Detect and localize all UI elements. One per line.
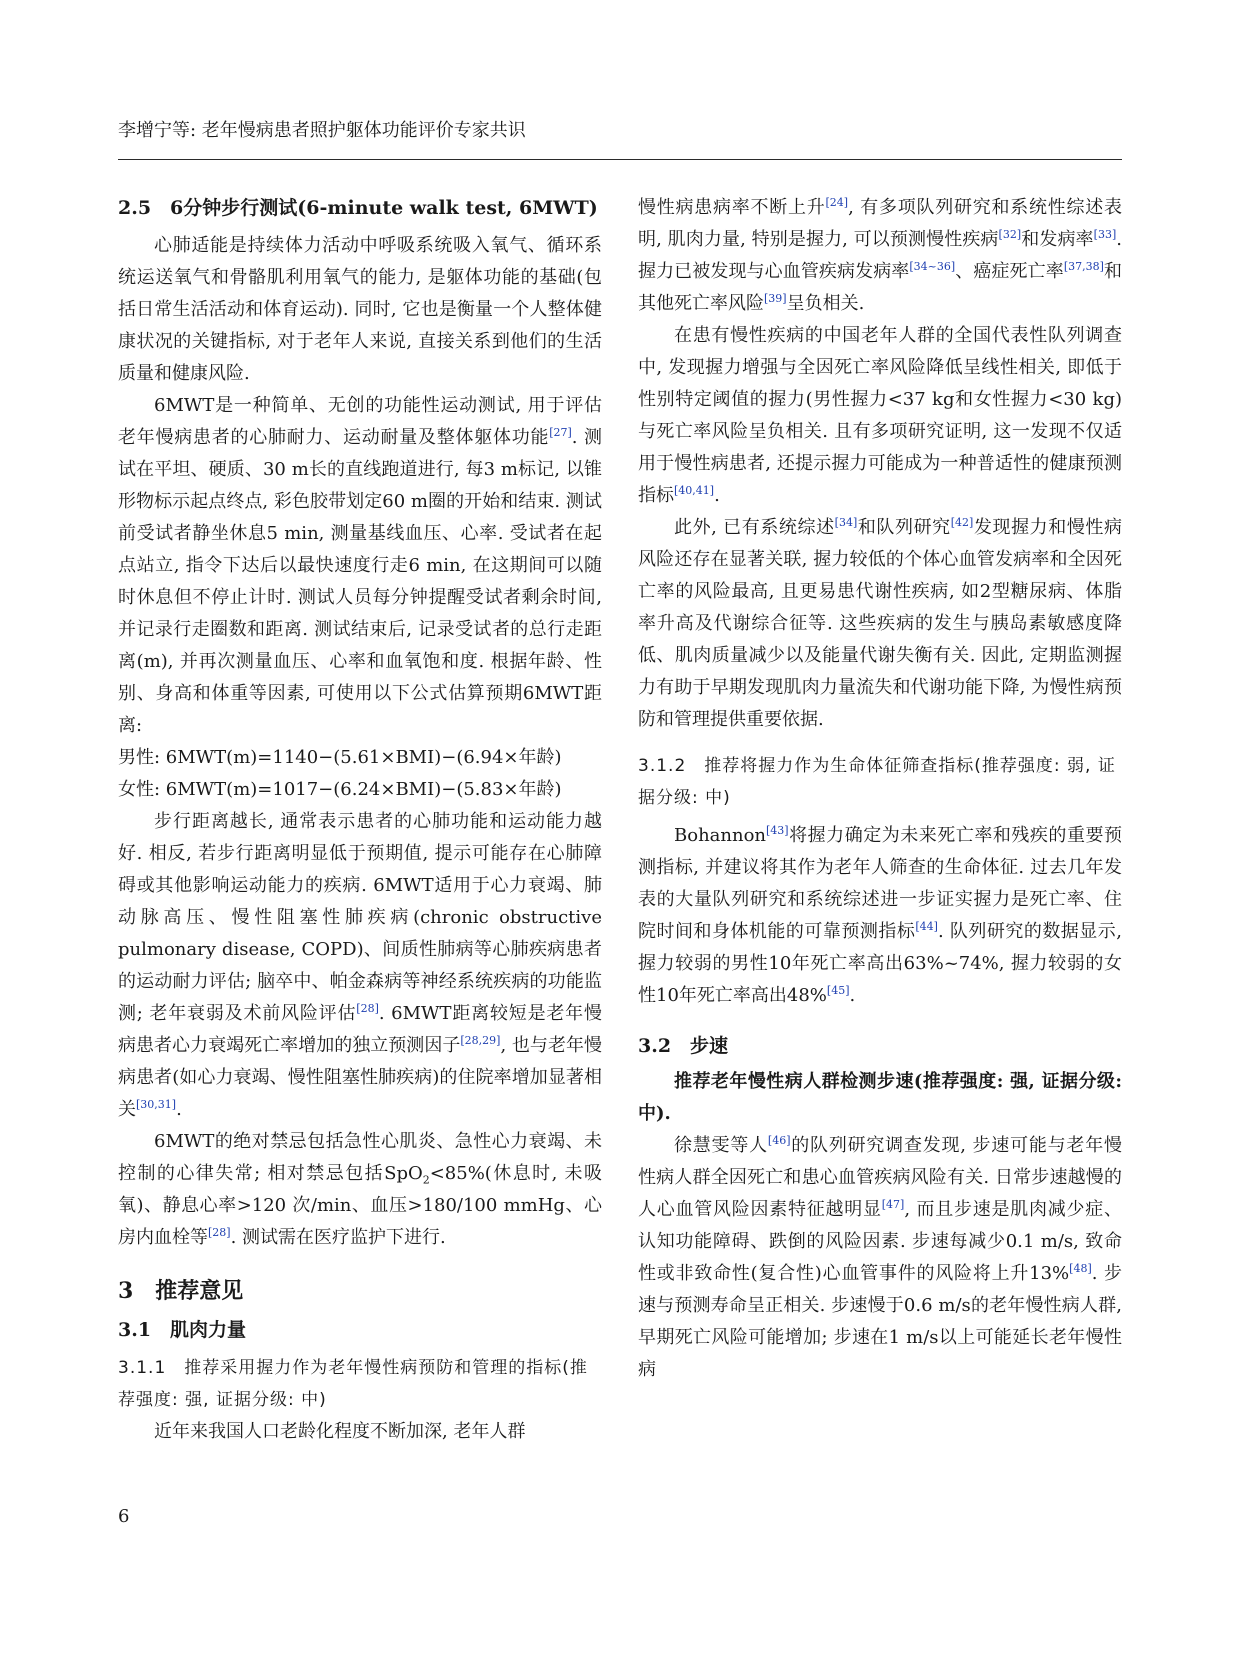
citation-link[interactable]: [28,29] <box>460 1034 501 1047</box>
section-heading-3-2: 3.2 步速 <box>638 1035 729 1057</box>
paragraph: 步行距离越长, 通常表示患者的心肺功能和运动能力越好. 相反, 若步行距离明显低于预期值, 提示可能存在心肺障碍或其他影响运动能力的疾病. 6MWT适用于心力衰竭、肺动脉高压、慢性阻塞性肺疾病(chronic obstructive pulmonary disease, COPD)、间质性肺病等心肺疾病患者的运动耐力评估; 脑卒中、帕金森病等神经系统疾病的功能监测; 老年衰弱及术前风险评估[28]. 6MWT距离较短是老年慢病患者心力衰竭死亡率增加的独立预测因子[28,29], 也与老年慢病患者(如心力衰竭、慢性阻塞性肺疾病)的住院率增加显著相关[30,31]. <box>118 811 602 1120</box>
citation-link[interactable]: [34] <box>834 516 858 529</box>
page-number: 6 <box>118 1506 130 1527</box>
citation-link[interactable]: [37,38] <box>1063 260 1104 273</box>
citation-link[interactable]: [34~36] <box>909 260 956 273</box>
paragraph: 近年来我国人口老龄化程度不断加深, 老年人群 <box>154 1421 526 1442</box>
subsection-heading-3-1-1: 3.1.1 推荐采用握力作为老年慢性病预防和管理的指标(推荐强度: 强, 证据分级: 中) <box>118 1358 588 1410</box>
citation-link[interactable]: [33] <box>1093 228 1117 241</box>
formula-female: 女性: 6MWT(m)=1017−(6.24×BMI)−(5.83×年龄) <box>118 779 562 800</box>
citation-link[interactable]: [27] <box>549 426 572 439</box>
left-column <box>118 192 602 1448</box>
citation-link[interactable]: [47] <box>881 1198 905 1211</box>
citation-link[interactable]: [30,31] <box>136 1098 177 1111</box>
spacer <box>638 736 1122 750</box>
citation-link[interactable]: [28] <box>356 1002 379 1015</box>
citation-link[interactable]: [28] <box>208 1226 231 1239</box>
section-heading-3-1: 3.1 肌肉力量 <box>118 1319 247 1341</box>
citation-link[interactable]: [45] <box>826 984 850 997</box>
paragraph: Bohannon[43]将握力确定为未来死亡率和残疾的重要预测指标, 并建议将其作为老年人筛查的生命体征. 过去几年发表的大量队列研究和系统综述进一步证实握力是死亡率、住院时间和身体机能的可靠预测指标[44]. 队列研究的数据显示, 握力较弱的男性10年死亡率高出63%~74%, 握力较弱的女性10年死亡率高出48%[45]. <box>638 824 1122 1006</box>
paragraph: 心肺适能是持续体力活动中呼吸系统吸入氧气、循环系统运送氧气和骨骼肌利用氧气的能力, 是躯体功能的基础(包括日常生活活动和体育运动). 同时, 它也是衡量一个人整体健康状况的关键指标, 对于老年人来说, 直接关系到他们的生活质量和健康风险. <box>118 235 602 384</box>
citation-link[interactable]: [32] <box>998 228 1022 241</box>
running-title: 李增宁等: 老年慢病患者照护躯体功能评价专家共识 <box>118 120 526 141</box>
citation-link[interactable]: [40,41] <box>674 484 715 497</box>
recommendation: 推荐老年慢性病人群检测步速(推荐强度: 强, 证据分级: 中). <box>638 1071 1122 1124</box>
paragraph: 6MWT的绝对禁忌包括急性心肌炎、急性心力衰竭、未控制的心律失常; 相对禁忌包括SpO$_2$<85%(休息时, 未吸氧)、静息心率>120 次/min、血压>180/100 mmHg、心房内血栓等[28]. 测试需在医疗监护下进行. <box>118 1131 602 1248</box>
paragraph: 在患有慢性疾病的中国老年人群的全国代表性队列调查中, 发现握力增强与全因死亡率风险降低呈线性相关, 即低于性别特定阈值的握力(男性握力<37 kg和女性握力<30 kg)与死亡率风险呈负相关. 且有多项研究证明, 这一发现不仅适用于慢性病患者, 还提示握力可能成为一种普适性的健康预测指标[40,41]. <box>638 325 1122 506</box>
citation-link[interactable]: [39] <box>764 292 787 305</box>
citation-link[interactable]: [42] <box>950 516 974 529</box>
subsection-heading-3-1-2: 3.1.2 推荐将握力作为生命体征筛查指标(推荐强度: 弱, 证据分级: 中) <box>638 756 1116 808</box>
right-column <box>638 192 1122 1386</box>
citation-link[interactable]: [43] <box>766 824 789 837</box>
paragraph: 慢性病患病率不断上升[24], 有多项队列研究和系统性综述表明, 肌肉力量, 特别是握力, 可以预测慢性疾病[32]和发病率[33]. 握力已被发现与心血管疾病发病率[34~36]、癌症死亡率[37,38]和其他死亡率风险[39]呈负相关. <box>638 196 1123 314</box>
citation-link[interactable]: [24] <box>825 196 849 209</box>
paragraph: 6MWT是一种简单、无创的功能性运动测试, 用于评估老年慢病患者的心肺耐力、运动耐量及整体躯体功能[27]. 测试在平坦、硬质、30 m长的直线跑道进行, 每3 m标记, 以锥形物标示起点终点, 彩色胶带划定60 m圈的开始和结束. 测试前受试者静坐休息5 min, 测量基线血压、心率. 受试者在起点站立, 指令下达后以最快速度行走6 min, 在这期间可以随时休息但不停止计时. 测试人员每分钟提醒受试者剩余时间, 并记录行走圈数和距离. 测试结束后, 记录受试者的总行走距离(m), 并再次测量血压、心率和血氧饱和度. 根据年龄、性别、身高和体重等因素, 可使用以下公式估算预期6MWT距离: <box>118 395 602 736</box>
section-heading-2-5: 2.5 6分钟步行测试(6-minute walk test, 6MWT) <box>118 197 598 219</box>
citation-link[interactable]: [44] <box>915 920 938 933</box>
section-heading-3: 3 推荐意见 <box>118 1278 244 1304</box>
running-header <box>118 118 1122 160</box>
formula-male: 男性: 6MWT(m)=1140−(5.61×BMI)−(6.94×年龄) <box>118 747 562 768</box>
paragraph: 徐慧雯等人[46]的队列研究调查发现, 步速可能与老年慢性病人群全因死亡和患心血管疾病风险有关. 日常步速越慢的人心血管风险因素特征越明显[47], 而且步速是肌肉减少症、认知功能障碍、跌倒的风险因素. 步速每减少0.1 m/s, 致命性或非致命性(复合性)心血管事件的风险将上升13%[48]. 步速与预测寿命呈正相关. 步速慢于0.6 m/s的老年慢性病人群, 早期死亡风险可能增加; 步速在1 m/s以上可能延长老年慢性病 <box>638 1134 1122 1380</box>
paragraph: 此外, 已有系统综述[34]和队列研究[42]发现握力和慢性病风险还存在显著关联, 握力较低的个体心血管发病率和全因死亡率的风险最高, 且更易患代谢性疾病, 如2型糖尿病、体脂率升高及代谢综合征等. 这些疾病的发生与胰岛素敏感度降低、肌肉质量减少以及能量代谢失衡有关. 因此, 定期监测握力有助于早期发现肌肉力量流失和代谢功能下降, 为慢性病预防和管理提供重要依据. <box>638 516 1123 730</box>
citation-link[interactable]: [46] <box>767 1134 791 1147</box>
citation-link[interactable]: [48] <box>1069 1262 1092 1275</box>
